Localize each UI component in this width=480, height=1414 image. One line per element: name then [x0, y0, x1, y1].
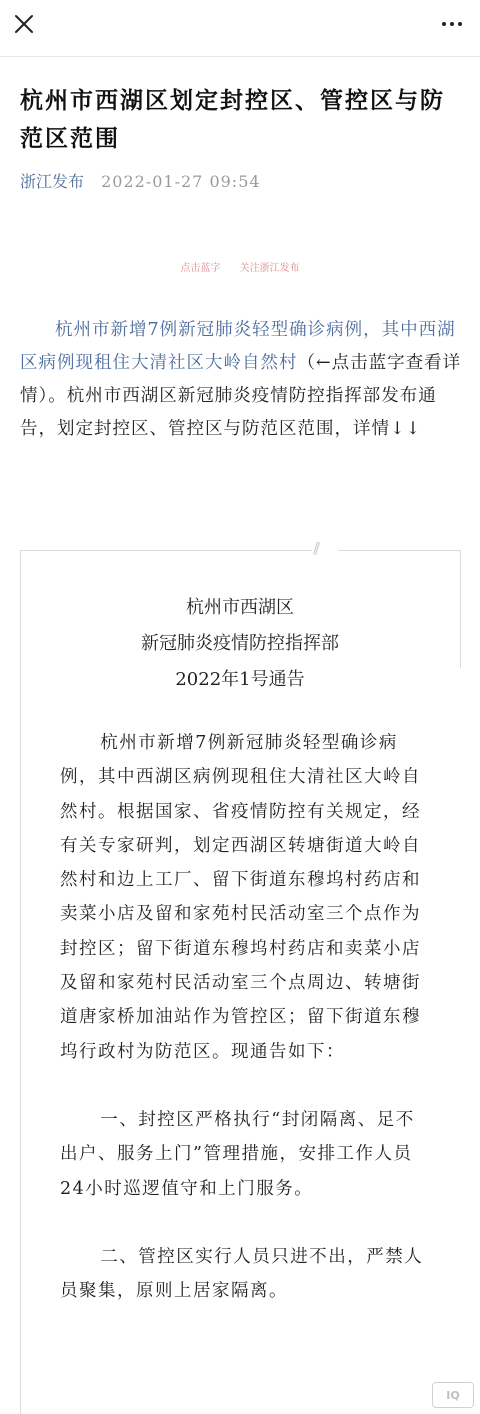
notice-heading: [80, 590, 400, 698]
more-button[interactable]: [434, 12, 470, 36]
watermark-logo: [432, 1382, 474, 1408]
more-dots-icon: [450, 22, 454, 26]
quote-frame-border: [20, 550, 21, 1414]
notice-paragraph: 一、封控区严格执行“封闭隔离、足不出户、服务上门”管理措施，安排工作人员24小时巡逻值守和上门服务。: [60, 1109, 415, 1199]
publish-time: 2022-01-27 09:54: [101, 172, 261, 191]
follow-hint-part: 关注浙江发布: [239, 263, 300, 274]
notice-issuer-dept: 新冠肺炎疫情防控指挥部: [141, 633, 339, 654]
quote-frame-border: [460, 550, 461, 668]
intro-text: （←点击蓝字查看详情）。杭州市西湖区新冠肺炎疫情防控指挥部发布通告，划定封控区、管控区与防范区范围，详情↓↓: [20, 353, 462, 439]
close-button[interactable]: [10, 10, 38, 38]
notice-issuer: 杭州市西湖区: [186, 597, 294, 618]
notice-paragraph: 杭州市新增7例新冠肺炎轻型确诊病例，其中西湖区病例现租住大清社区大岭自然村。根据国家、省疫情防控有关规定，经有关专家研判，划定西湖区转塘街道大岭自然村和边上工厂、留下街道东穆坞村药店和卖菜小店及留和家苑村民活动室三个点作为封控区；留下街道东穆坞村药店和卖菜小店及留和家苑村民活动室三个点周边、转塘街道唐家桥加油站作为管控区；留下街道东穆坞行政村为防范区。现通告如下：: [60, 733, 421, 1062]
notice-number: 2022年1号通告: [175, 669, 305, 690]
quote-frame-slash-icon: //: [313, 539, 318, 557]
follow-hint[interactable]: [0, 262, 480, 276]
top-bar: [0, 0, 480, 57]
more-dots-icon: [458, 22, 462, 26]
close-icon: [13, 13, 35, 35]
related-article-link[interactable]: 杭州市新增7例新冠肺炎轻型确诊病例，其中西湖区病例现租住大清社区大岭自然村: [20, 320, 456, 373]
notice-paragraph: 二、管控区实行人员只进不出，严禁人员聚集，原则上居家隔离。: [60, 1246, 424, 1302]
more-dots-icon: [442, 22, 446, 26]
article-meta: [20, 170, 261, 194]
article-title: 杭州市西湖区划定封控区、管控区与防范区范围: [20, 87, 445, 152]
quote-frame-border: [338, 550, 460, 551]
quote-frame-border: [20, 550, 312, 551]
watermark-text: IQ: [446, 1388, 460, 1402]
notice-body: [60, 726, 426, 1342]
source-account-link[interactable]: 浙江发布: [20, 172, 85, 191]
article-intro: [20, 314, 464, 446]
follow-hint-part: 点击蓝字: [180, 263, 221, 274]
